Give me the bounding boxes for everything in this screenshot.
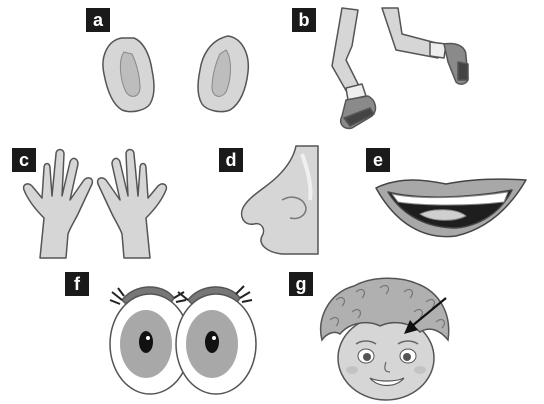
panel-label-c: c <box>12 148 36 172</box>
panel-label-b: b <box>292 8 316 32</box>
panel-label-a: a <box>86 8 110 32</box>
panel-label-e: e <box>366 148 390 172</box>
panel-label-g: g <box>289 272 313 296</box>
panel-label-d: d <box>219 148 243 172</box>
panel-label-f: f <box>65 272 89 296</box>
